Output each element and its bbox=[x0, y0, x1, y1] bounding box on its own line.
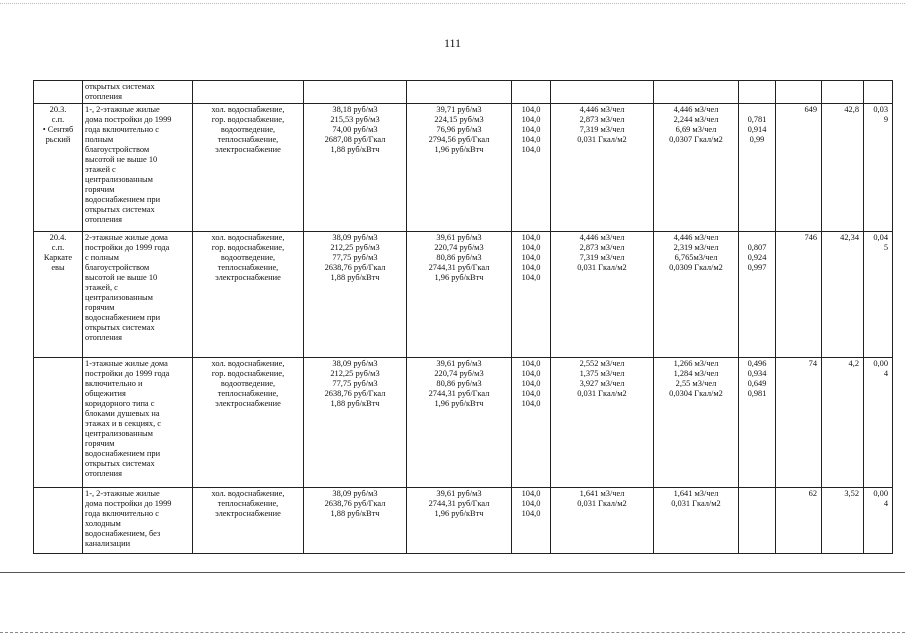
page-bottom-rule bbox=[0, 572, 905, 573]
coefficient-text: 0,496 0,934 0,649 0,981 bbox=[747, 359, 767, 398]
coefficient-cell bbox=[739, 81, 776, 104]
amount-text: 42,34 bbox=[840, 233, 859, 242]
index-cell bbox=[512, 232, 551, 358]
norm-new-cell bbox=[654, 488, 739, 554]
building-type-text: 1-этажные жилые дома постройки до 1999 года включительно и общежития коридорного типа с блоками душевых на этажах и в секциях, с централизованным горячим водоснабжением при открытых системах отопления bbox=[85, 359, 170, 478]
consumers-cell bbox=[776, 358, 822, 488]
scan-edge-rule bbox=[0, 632, 905, 633]
amount-cell bbox=[822, 81, 864, 104]
index-text: 104,0 104,0 104,0 104,0 104,0 bbox=[521, 105, 541, 154]
norm-new-cell bbox=[654, 104, 739, 232]
tariff-old-text: 38,09 руб/м3 212,25 руб/м3 77,75 руб/м3 2638,76 руб/Гкал 1,88 руб/кВтч bbox=[324, 359, 386, 408]
norm-new-cell bbox=[654, 81, 739, 104]
norm-new-text: 1,266 м3/чел 1,284 м3/чел 2,55 м3/чел 0,0304 Гкал/м2 bbox=[669, 359, 723, 398]
amount-text: 4,2 bbox=[848, 359, 859, 368]
tariff-new-cell bbox=[407, 81, 512, 104]
coefficient-cell bbox=[739, 358, 776, 488]
tariff-new-cell bbox=[407, 488, 512, 554]
consumers-cell bbox=[776, 81, 822, 104]
norm-old-text: 1,641 м3/чел 0,031 Гкал/м2 bbox=[577, 489, 627, 508]
tariff-new-text: 39,61 руб/м3 220,74 руб/м3 80,86 руб/м3 2744,31 руб/Гкал 1,96 руб/кВтч bbox=[428, 359, 490, 408]
index-text: 104,0 104,0 104,0 bbox=[521, 489, 541, 518]
tariff-new-cell bbox=[407, 358, 512, 488]
building-type-text: 1-, 2-этажные жилые дома постройки до 1999 года включительно с полным благоустройством высотой не выше 10 этажей с централизованным горячим водоснабжением при открытых системах отопления bbox=[85, 105, 172, 224]
tariff-new-cell bbox=[407, 232, 512, 358]
amount-cell bbox=[822, 232, 864, 358]
coefficient-cell bbox=[739, 104, 776, 232]
norm-old-cell bbox=[551, 358, 654, 488]
table-row bbox=[34, 232, 893, 358]
services-cell bbox=[193, 104, 304, 232]
amount-cell bbox=[822, 488, 864, 554]
share-text: 0,04 5 bbox=[873, 233, 888, 252]
index-cell bbox=[512, 81, 551, 104]
services-text: хол. водоснабжение, гор. водоснабжение, водоотведение, теплоснабжение, электроснабжение bbox=[211, 233, 285, 282]
norm-old-text: 4,446 м3/чел 2,873 м3/чел 7,319 м3/чел 0,031 Гкал/м2 bbox=[577, 105, 627, 144]
top-scan-edge bbox=[0, 3, 905, 4]
tariff-old-text: 38,09 руб/м3 2638,76 руб/Гкал 1,88 руб/кВтч bbox=[324, 489, 386, 518]
table-row bbox=[34, 104, 893, 232]
row-number-cell bbox=[34, 81, 83, 104]
coefficient-text: 0,807 0,924 0,997 bbox=[747, 243, 767, 272]
share-cell bbox=[864, 232, 893, 358]
services-cell bbox=[193, 488, 304, 554]
tariff-table bbox=[33, 80, 893, 554]
services-cell bbox=[193, 81, 304, 104]
tariff-old-cell bbox=[304, 358, 407, 488]
index-cell bbox=[512, 358, 551, 488]
tariff-old-cell bbox=[304, 104, 407, 232]
building-type-cell bbox=[83, 81, 193, 104]
amount-cell bbox=[822, 358, 864, 488]
amount-text: 42,8 bbox=[844, 105, 859, 114]
tariff-old-cell bbox=[304, 232, 407, 358]
tariff-old-cell bbox=[304, 81, 407, 104]
building-type-text: открытых системах отопления bbox=[85, 82, 155, 101]
share-cell bbox=[864, 104, 893, 232]
table-row bbox=[34, 358, 893, 488]
index-text: 104,0 104,0 104,0 104,0 104,0 bbox=[521, 359, 541, 408]
norm-new-text: 4,446 м3/чел 2,244 м3/чел 6,69 м3/чел 0,0307 Гкал/м2 bbox=[669, 105, 723, 144]
building-type-cell bbox=[83, 488, 193, 554]
amount-text: 3,52 bbox=[844, 489, 859, 498]
row-number-cell bbox=[34, 104, 83, 232]
consumers-text: 62 bbox=[808, 489, 817, 498]
coefficient-cell bbox=[739, 232, 776, 358]
tariff-new-text: 39,61 руб/м3 2744,31 руб/Гкал 1,96 руб/кВтч bbox=[428, 489, 490, 518]
share-text: 0,03 9 bbox=[873, 105, 888, 124]
norm-old-cell bbox=[551, 104, 654, 232]
share-cell bbox=[864, 488, 893, 554]
norm-old-text: 4,446 м3/чел 2,873 м3/чел 7,319 м3/чел 0,031 Гкал/м2 bbox=[577, 233, 627, 272]
coefficient-text: 0,781 0,914 0,99 bbox=[747, 115, 767, 144]
building-type-cell bbox=[83, 232, 193, 358]
consumers-cell bbox=[776, 104, 822, 232]
norm-new-text: 4,446 м3/чел 2,319 м3/чел 6,765м3/чел 0,0309 Гкал/м2 bbox=[669, 233, 723, 272]
norm-old-cell bbox=[551, 81, 654, 104]
row-number-cell bbox=[34, 488, 83, 554]
consumers-cell bbox=[776, 488, 822, 554]
row-number-cell bbox=[34, 358, 83, 488]
services-text: хол. водоснабжение, гор. водоснабжение, водоотведение, теплоснабжение, электроснабжение bbox=[211, 359, 285, 408]
share-cell bbox=[864, 358, 893, 488]
building-type-cell bbox=[83, 104, 193, 232]
building-type-text: 1-, 2-этажные жилые дома постройки до 1999 года включительно с холодным водоснабжением, без канализации bbox=[85, 489, 172, 548]
share-cell bbox=[864, 81, 893, 104]
amount-cell bbox=[822, 104, 864, 232]
share-text: 0,00 4 bbox=[873, 489, 888, 508]
norm-new-cell bbox=[654, 232, 739, 358]
tariff-new-text: 39,71 руб/м3 224,15 руб/м3 76,96 руб/м3 2794,56 руб/Гкал 1,96 руб/кВтч bbox=[428, 105, 490, 154]
tariff-new-text: 39,61 руб/м3 220,74 руб/м3 80,86 руб/м3 2744,31 руб/Гкал 1,96 руб/кВтч bbox=[428, 233, 490, 282]
services-cell bbox=[193, 232, 304, 358]
consumers-cell bbox=[776, 232, 822, 358]
row-number-text: 20.3. с.п. • Сентяб рьский bbox=[42, 105, 74, 144]
index-text: 104,0 104,0 104,0 104,0 104,0 bbox=[521, 233, 541, 282]
consumers-text: 649 bbox=[804, 105, 817, 114]
tariff-old-text: 38,18 руб/м3 215,53 руб/м3 74,00 руб/м3 2687,08 руб/Гкал 1,88 руб/кВтч bbox=[324, 105, 386, 154]
services-text: хол. водоснабжение, гор. водоснабжение, водоотведение, теплоснабжение, электроснабжение bbox=[211, 105, 285, 154]
building-type-text: 2-этажные жилые дома постройки до 1999 года с полным благоустройством высотой не выше 10 этажей, с централизованным горячим водоснабжением при открытых системах отопления bbox=[85, 233, 170, 342]
page-number: 111 bbox=[443, 36, 462, 50]
row-number-cell bbox=[34, 232, 83, 358]
index-cell bbox=[512, 488, 551, 554]
norm-old-cell bbox=[551, 232, 654, 358]
table-row bbox=[34, 488, 893, 554]
norm-new-cell bbox=[654, 358, 739, 488]
building-type-cell bbox=[83, 358, 193, 488]
norm-new-text: 1,641 м3/чел 0,031 Гкал/м2 bbox=[671, 489, 721, 508]
tariff-old-text: 38,09 руб/м3 212,25 руб/м3 77,75 руб/м3 2638,76 руб/Гкал 1,88 руб/кВтч bbox=[324, 233, 386, 282]
services-cell bbox=[193, 358, 304, 488]
services-text: хол. водоснабжение, теплоснабжение, электроснабжение bbox=[211, 489, 285, 518]
row-number-text: 20.4. с.п. Каркате евы bbox=[43, 233, 73, 272]
coefficient-cell bbox=[739, 488, 776, 554]
table-row bbox=[34, 81, 893, 104]
share-text: 0,00 4 bbox=[873, 359, 888, 378]
index-cell bbox=[512, 104, 551, 232]
norm-old-text: 2,552 м3/чел 1,375 м3/чел 3,927 м3/чел 0,031 Гкал/м2 bbox=[577, 359, 627, 398]
tariff-new-cell bbox=[407, 104, 512, 232]
consumers-text: 74 bbox=[808, 359, 817, 368]
norm-old-cell bbox=[551, 488, 654, 554]
consumers-text: 746 bbox=[804, 233, 817, 242]
tariff-old-cell bbox=[304, 488, 407, 554]
